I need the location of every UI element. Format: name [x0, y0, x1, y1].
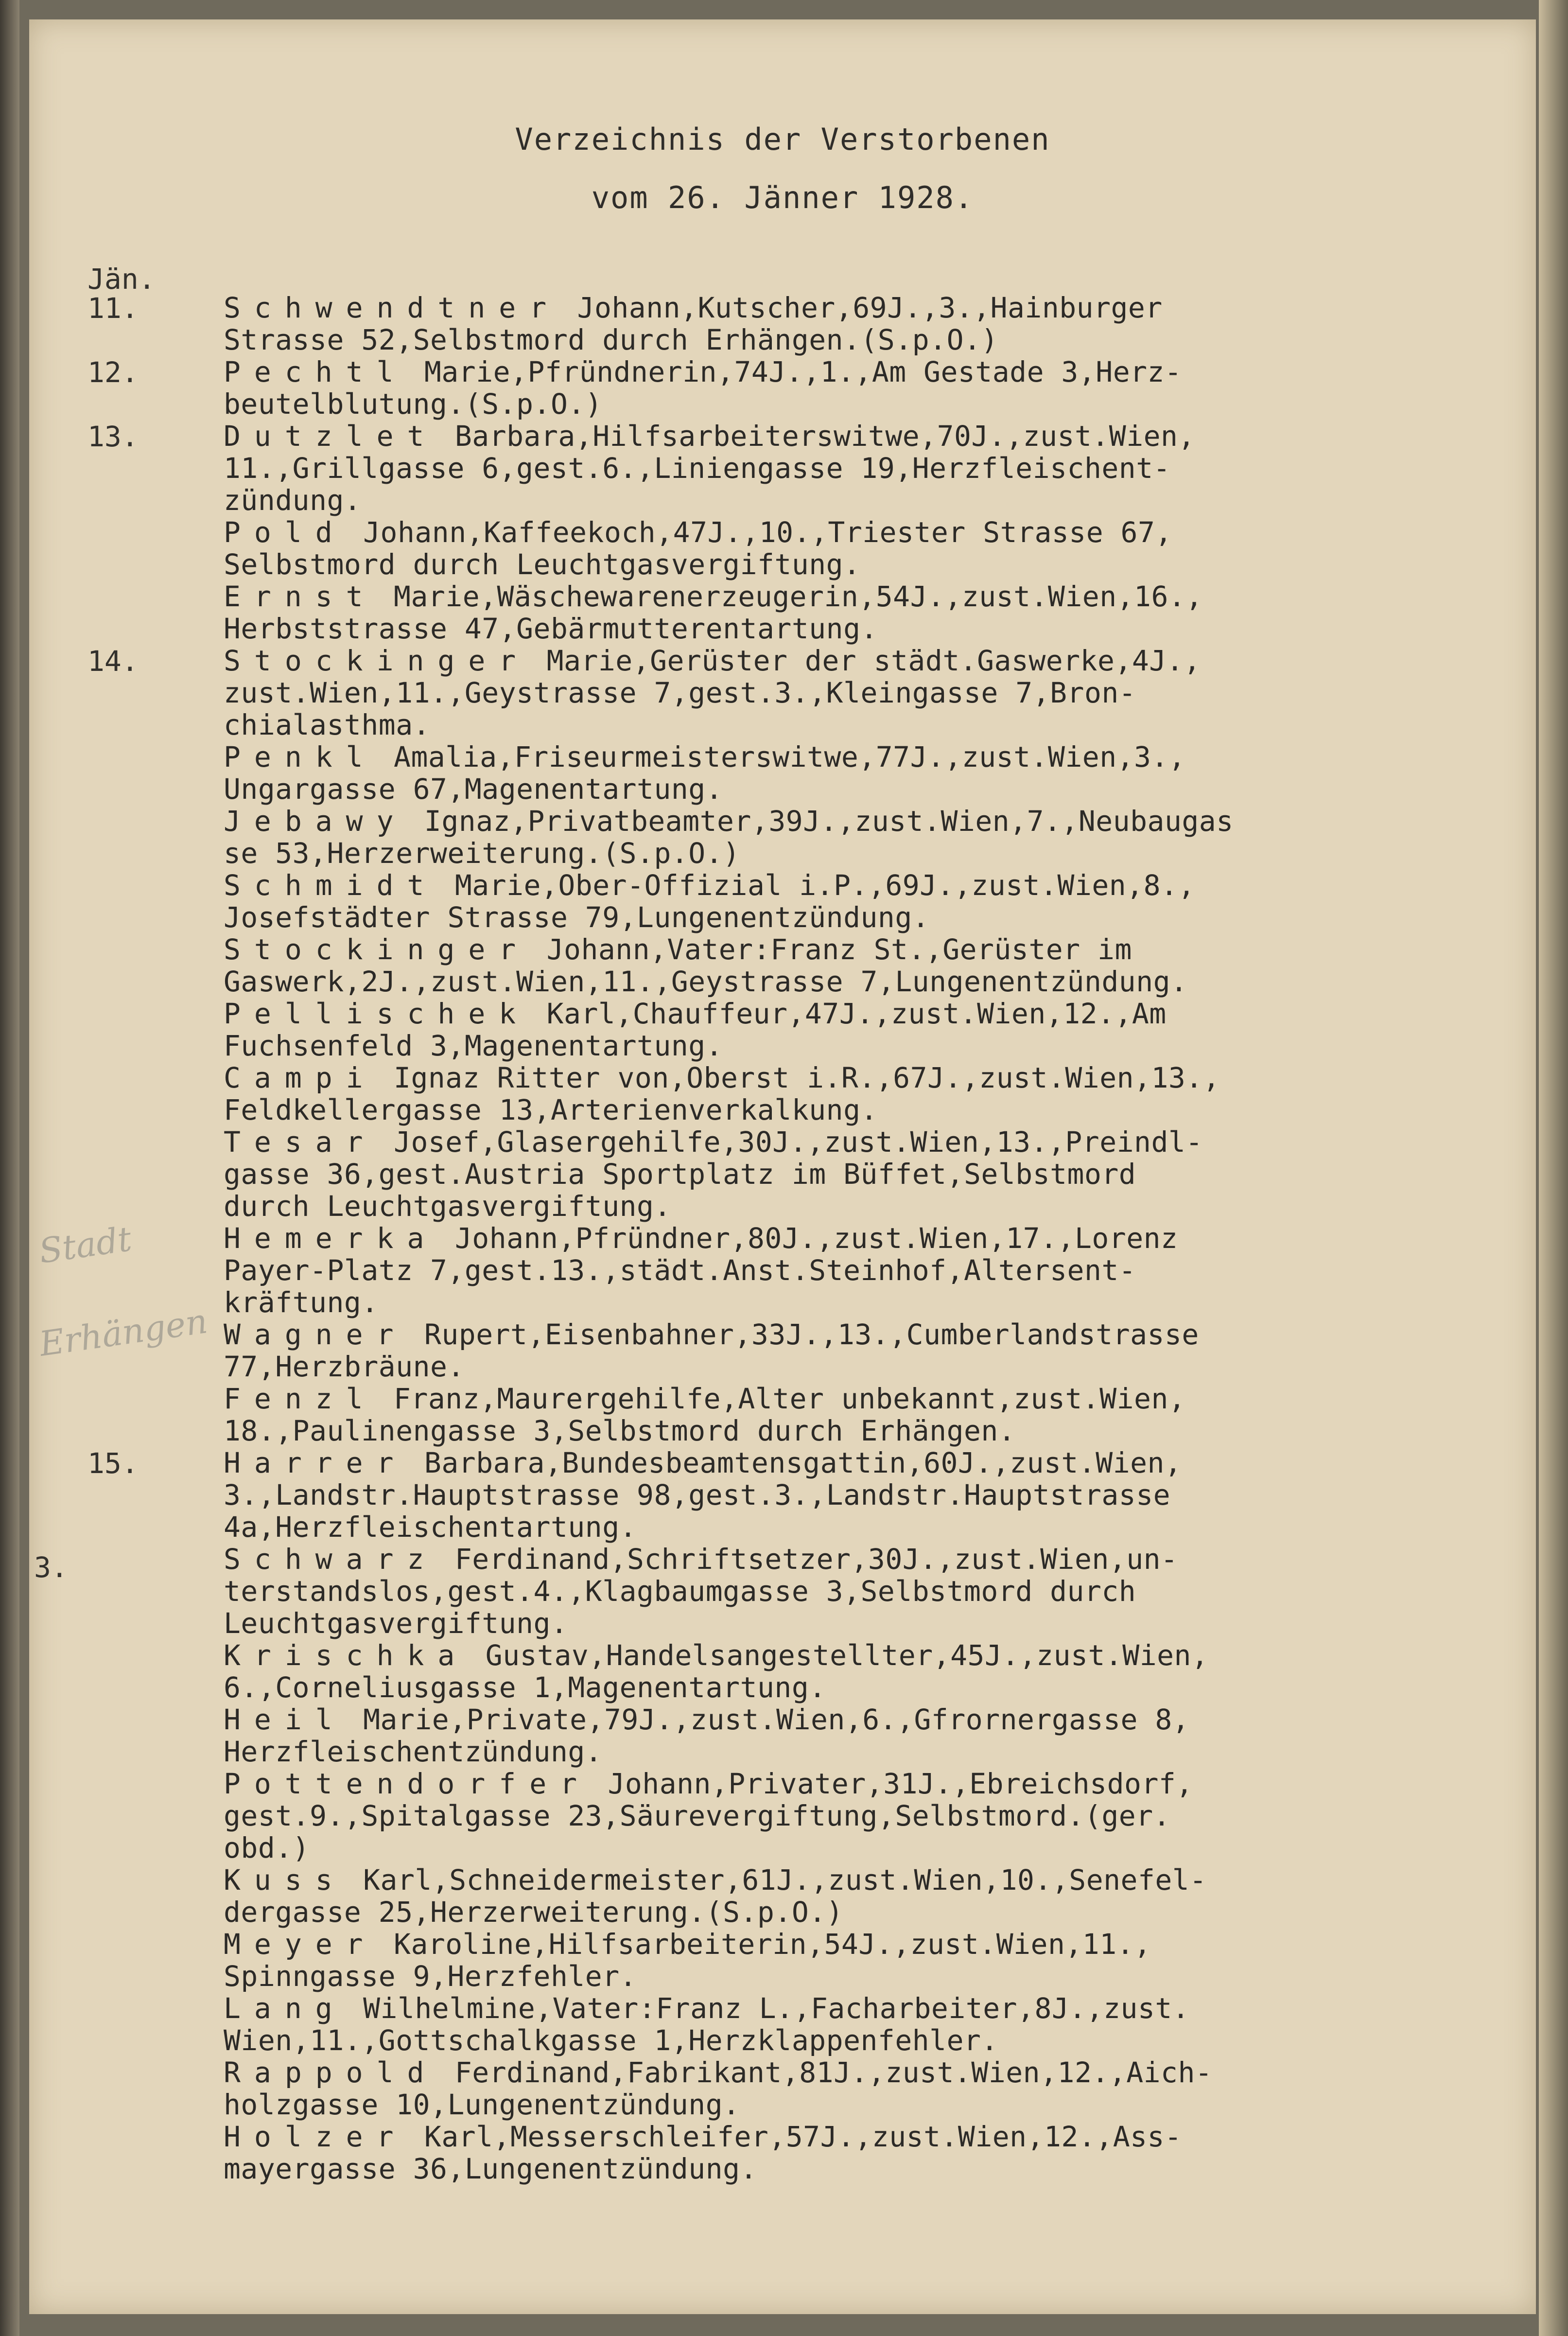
list-item [87, 805, 1497, 869]
list-item [87, 1062, 1497, 1126]
entry-surname: Schmidt [224, 869, 438, 902]
list-item [87, 933, 1497, 998]
entry-date: 11. [87, 292, 139, 325]
entry-surname: Stockinger [224, 644, 530, 677]
entry-details: Rupert,Eisenbahner,33J.,13.,Cumberlandstrasse 77,Herzbräune. [224, 1318, 1199, 1383]
entry-details: Karl,Schneidermeister,61J.,zust.Wien,10.,Senefel- dergasse 25,Herzerweiterung.(S.p.O.) [224, 1863, 1207, 1929]
entry-details: Marie,Wäschewarenerzeugerin,54J.,zust.Wien,16., Herbststrasse 47,Gebärmutterentartung. [224, 580, 1203, 645]
entry-text [224, 1383, 1497, 1447]
entry-surname: Pottendorfer [224, 1767, 591, 1800]
entry-details: Ignaz Ritter von,Oberst i.R.,67J.,zust.Wien,13., Feldkellergasse 13,Arterienverkalkung. [224, 1061, 1220, 1126]
list-item [87, 292, 1497, 356]
entry-details: Josef,Glasergehilfe,30J.,zust.Wien,13.,Preindl- gasse 36,gest.Austria Sportplatz im Büffet,Selbstmord durch Leuchtgasvergiftung. [224, 1125, 1203, 1223]
entry-details: Johann,Kaffeekoch,47J.,10.,Triester Strasse 67, Selbstmord durch Leuchtgasvergiftung. [224, 516, 1172, 581]
list-item [87, 869, 1497, 933]
entry-surname: Pellischek [224, 997, 530, 1030]
entry-details: Marie,Private,79J.,zust.Wien,6.,Gfrornergasse 8, Herzfleischentzündung. [224, 1703, 1190, 1768]
entry-text [224, 516, 1497, 580]
entry-details: Johann,Privater,31J.,Ebreichsdorf, gest.9.,Spitalgasse 23,Säurevergiftung,Selbstmord.(ger. obd.) [224, 1767, 1193, 1864]
entry-text [224, 1543, 1497, 1639]
entry-text [224, 1704, 1497, 1768]
entry-details: Barbara,Bundesbeamtensgattin,60J.,zust.Wien, 3.,Landstr.Hauptstrasse 98,gest.3.,Landstr.Hauptstrasse 4a,Herzfleischentartung. [224, 1446, 1182, 1544]
document-page [29, 19, 1536, 2314]
entry-text [224, 1447, 1497, 1543]
entry-text [224, 998, 1497, 1062]
entry-details: Wilhelmine,Vater:Franz L.,Facharbeiter,8J.,zust. Wien,11.,Gottschalkgasse 1,Herzklappenfehler. [224, 1992, 1190, 2057]
entry-details: Marie,Ober-Offizial i.P.,69J.,zust.Wien,8., Josefstädter Strasse 79,Lungenentzündung. [224, 869, 1195, 934]
entry-surname: Harrer [224, 1446, 407, 1479]
list-item [87, 1639, 1497, 1704]
book-gutter [0, 0, 19, 2336]
entry-surname: Krischka [224, 1639, 469, 1672]
entry-text [224, 1768, 1497, 1864]
entry-text [224, 1062, 1497, 1126]
month-label: Jän. [87, 263, 156, 296]
entry-text [224, 869, 1497, 933]
margin-mark: 3. [34, 1551, 68, 1584]
entry-date: 12. [87, 356, 139, 389]
entry-text [224, 1864, 1497, 1928]
entry-details: Johann,Vater:Franz St.,Gerüster im Gaswerk,2J.,zust.Wien,11.,Geystrasse 7,Lungenentzündung. [224, 933, 1188, 998]
document-subtitle: vom 26. Jänner 1928. [591, 180, 974, 215]
entry-surname: Penkl [224, 740, 377, 773]
entry-surname: Rappold [224, 2056, 438, 2089]
entry-surname: Schwendtner [224, 291, 560, 324]
entry-details: Gustav,Handelsangestellter,45J.,zust.Wien, 6.,Corneliusgasse 1,Magenentartung. [224, 1639, 1209, 1704]
list-item [87, 580, 1497, 645]
list-item [87, 1928, 1497, 1992]
entry-details: Karoline,Hilfsarbeiterin,54J.,zust.Wien,11., Spinngasse 9,Herzfehler. [224, 1928, 1151, 1993]
list-item [87, 1864, 1497, 1928]
entry-text [224, 1318, 1497, 1383]
entry-surname: Holzer [224, 2120, 407, 2153]
list-item [87, 1704, 1497, 1768]
page-edge [1539, 0, 1568, 2336]
list-item [87, 356, 1497, 420]
entry-surname: Stockinger [224, 933, 530, 966]
entry-surname: Wagner [224, 1318, 407, 1351]
entry-text [224, 645, 1497, 741]
list-item [87, 1543, 1497, 1639]
entry-details: Barbara,Hilfsarbeiterswitwe,70J.,zust.Wien, 11.,Grillgasse 6,gest.6.,Liniengasse 19,Herzfleischent- zündung. [224, 420, 1195, 517]
entry-text [224, 933, 1497, 998]
entry-surname: Lang [224, 1992, 346, 2025]
entry-list [87, 292, 1497, 2185]
entry-surname: Pechtl [224, 355, 407, 388]
list-item [87, 2121, 1497, 2185]
list-item [87, 645, 1497, 741]
entry-details: Ignaz,Privatbeamter,39J.,zust.Wien,7.,Neubaugas se 53,Herzerweiterung.(S.p.O.) [224, 805, 1234, 870]
entry-surname: Heil [224, 1703, 346, 1736]
list-item [87, 998, 1497, 1062]
margin-note: Stadt [36, 1219, 134, 1271]
entry-text [224, 580, 1497, 645]
entry-details: Marie,Pfründnerin,74J.,1.,Am Gestade 3,Herz- beutelblutung.(S.p.O.) [224, 355, 1182, 421]
entry-details: Johann,Pfründner,80J.,zust.Wien,17.,Lorenz Payer-Platz 7,gest.13.,städt.Anst.Steinhof,Altersent- kräftung. [224, 1222, 1178, 1319]
entry-text [224, 2121, 1497, 2185]
list-item [87, 1383, 1497, 1447]
entry-surname: Meyer [224, 1928, 377, 1961]
entry-text [224, 1992, 1497, 2056]
entry-text [224, 356, 1497, 420]
entry-details: Karl,Messerschleifer,57J.,zust.Wien,12.,Ass- mayergasse 36,Lungenentzündung. [224, 2120, 1182, 2185]
entry-text [224, 1222, 1497, 1318]
list-item [87, 741, 1497, 805]
list-item [87, 1126, 1497, 1222]
document-title: Verzeichnis der Verstorbenen [515, 122, 1050, 157]
entry-date: 14. [87, 645, 139, 678]
entry-text [224, 741, 1497, 805]
entry-text [224, 1126, 1497, 1222]
entry-date: 13. [87, 420, 139, 453]
entry-text [224, 2056, 1497, 2121]
entry-surname: Dutzlet [224, 420, 438, 453]
entry-surname: Jebawy [224, 805, 407, 838]
list-item [87, 1447, 1497, 1543]
list-item [87, 420, 1497, 516]
entry-surname: Hemerka [224, 1222, 438, 1255]
entry-details: Karl,Chauffeur,47J.,zust.Wien,12.,Am Fuchsenfeld 3,Magenentartung. [224, 997, 1167, 1062]
list-item [87, 1222, 1497, 1318]
entry-details: Ferdinand,Schriftsetzer,30J.,zust.Wien,un- terstandslos,gest.4.,Klagbaumgasse 3,Selbstmord durch Leuchtgasvergiftung. [224, 1543, 1178, 1640]
entry-surname: Schwarz [224, 1543, 438, 1576]
list-item [87, 1318, 1497, 1383]
list-item [87, 1768, 1497, 1864]
list-item [87, 2056, 1497, 2121]
list-item [87, 1992, 1497, 2056]
entry-date: 15. [87, 1447, 139, 1480]
entry-text [224, 1928, 1497, 1992]
entry-surname: Pold [224, 516, 346, 549]
entry-details: Amalia,Friseurmeisterswitwe,77J.,zust.Wien,3., Ungargasse 67,Magenentartung. [224, 740, 1186, 806]
entry-text [224, 420, 1497, 516]
entry-text [224, 1639, 1497, 1704]
list-item [87, 516, 1497, 580]
entry-details: Franz,Maurergehilfe,Alter unbekannt,zust.Wien, 18.,Paulinengasse 3,Selbstmord durch Erhängen. [224, 1382, 1186, 1447]
entry-details: Ferdinand,Fabrikant,81J.,zust.Wien,12.,Aich- holzgasse 10,Lungenentzündung. [224, 2056, 1213, 2121]
entry-surname: Kuss [224, 1863, 346, 1897]
entry-surname: Tesar [224, 1125, 377, 1159]
entry-surname: Ernst [224, 580, 377, 613]
entry-surname: Fenzl [224, 1382, 377, 1415]
entry-details: Marie,Gerüster der städt.Gaswerke,4J., zust.Wien,11.,Geystrasse 7,gest.3.,Kleingasse 7,Bron- chialasthma. [224, 644, 1201, 741]
entry-surname: Campi [224, 1061, 377, 1094]
entry-details: Johann,Kutscher,69J.,3.,Hainburger Strasse 52,Selbstmord durch Erhängen.(S.p.O.) [224, 291, 1163, 356]
entry-text [224, 292, 1497, 356]
margin-note: Erhängen [36, 1301, 210, 1364]
entry-text [224, 805, 1497, 869]
